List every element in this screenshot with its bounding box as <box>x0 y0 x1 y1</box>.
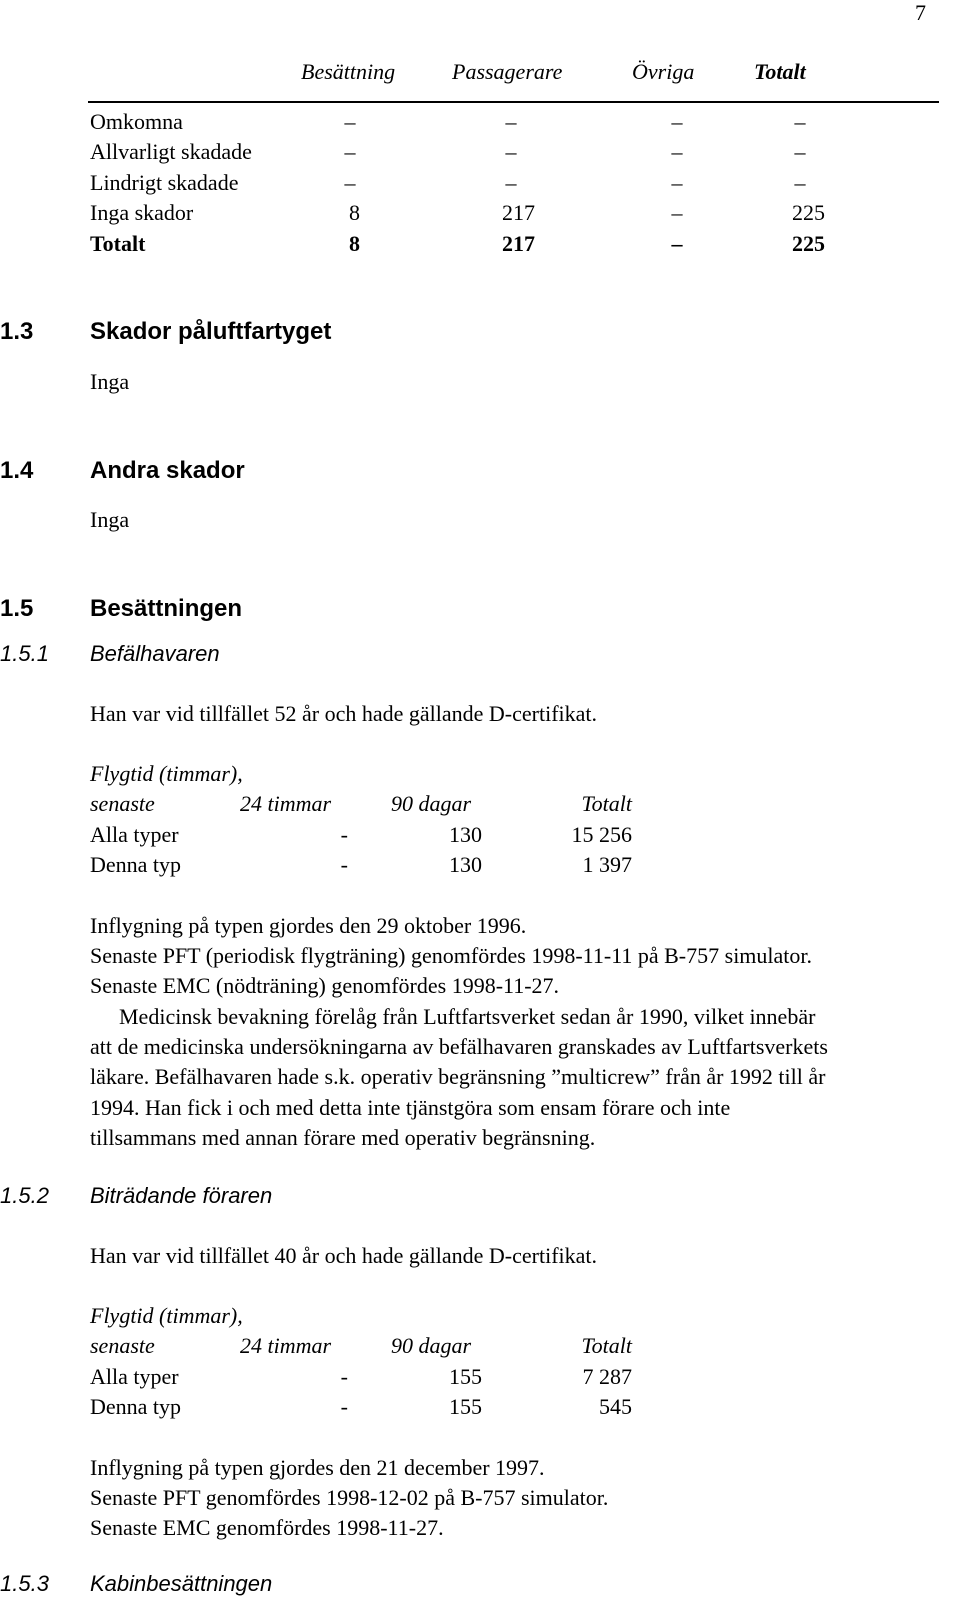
table-cell: – <box>344 109 356 134</box>
table-cell: 545 <box>599 1394 632 1419</box>
column-header: senaste <box>90 1333 155 1358</box>
row-label: Denna typ <box>90 1394 182 1419</box>
table-cell: - <box>340 822 348 847</box>
row-label: Totalt <box>90 231 146 256</box>
section-text: Inga <box>90 507 130 532</box>
paragraph-line: Medicinsk bevakning förelåg från Luftfartsverket sedan år 1990, vilket innebär <box>119 1004 816 1029</box>
section-number: 1.3 <box>0 318 34 345</box>
table-cell: 217 <box>502 231 535 256</box>
row-label: Alla typer <box>90 1364 179 1389</box>
intro-text: Han var vid tillfället 40 år och hade gällande D-certifikat. <box>90 1243 598 1268</box>
column-header: Övriga <box>632 59 695 84</box>
table-cell: – <box>344 170 356 195</box>
table-cell: 8 <box>349 231 360 256</box>
row-label: Lindrigt skadade <box>90 170 239 195</box>
table-cell: 8 <box>349 200 360 225</box>
table-cell: 130 <box>449 822 482 847</box>
row-label: Allvarligt skadade <box>90 139 252 164</box>
paragraph-line: att de medicinska undersökningarna av befälhavaren granskades av Luftfartsverkets <box>90 1034 828 1059</box>
subsection-number: 1.5.1 <box>0 641 49 666</box>
subsection-heading: Befälhavaren <box>90 641 220 666</box>
table-cell: 130 <box>449 852 482 877</box>
section-text: Inga <box>90 369 130 394</box>
row-label: Omkomna <box>90 109 183 134</box>
table-cell: - <box>340 1394 348 1419</box>
table-cell: – <box>505 139 517 164</box>
section-heading: Andra skador <box>90 457 245 484</box>
body-line: Senaste EMC genomfördes 1998-11-27. <box>90 1515 444 1540</box>
paragraph-line: 1994. Han fick i och med detta inte tjänstgöra som ensam förare och inte <box>90 1095 731 1120</box>
table-cell: – <box>794 109 806 134</box>
table-cell: – <box>794 139 806 164</box>
section-number: 1.4 <box>0 457 34 484</box>
table-cell: – <box>505 109 517 134</box>
table-cell: - <box>340 1364 348 1389</box>
subsection-heading: Biträdande föraren <box>90 1183 273 1208</box>
column-header: 90 dagar <box>391 791 472 816</box>
table-caption: Flygtid (timmar), <box>90 1303 243 1328</box>
table-cell: – <box>671 170 683 195</box>
page-number: 7 <box>915 0 926 25</box>
subsection-heading: Kabinbesättningen <box>90 1571 273 1596</box>
paragraph-line: läkare. Befälhavaren hade s.k. operativ begränsning ”multicrew” från år 1992 till år <box>90 1064 826 1089</box>
column-header: 24 timmar <box>240 791 332 816</box>
table-cell: - <box>340 852 348 877</box>
section-heading: Skador påluftfartyget <box>90 318 332 345</box>
intro-text: Han var vid tillfället 52 år och hade gällande D-certifikat. <box>90 701 598 726</box>
column-header: 90 dagar <box>391 1333 472 1358</box>
table-cell: 225 <box>792 200 825 225</box>
body-line: Inflygning på typen gjordes den 21 december 1997. <box>90 1455 545 1480</box>
table-cell: – <box>671 139 683 164</box>
column-header: Totalt <box>581 1333 632 1358</box>
table-cell: 155 <box>449 1364 482 1389</box>
row-label: Denna typ <box>90 852 182 877</box>
section-heading: Besättningen <box>90 595 243 622</box>
row-label: Inga skador <box>90 200 194 225</box>
body-line: Inflygning på typen gjordes den 29 oktober 1996. <box>90 913 527 938</box>
table-divider <box>88 101 939 103</box>
table-cell: – <box>505 170 517 195</box>
row-label: Alla typer <box>90 822 179 847</box>
table-cell: – <box>671 200 683 225</box>
column-header: Besättning <box>301 59 396 84</box>
column-header: senaste <box>90 791 155 816</box>
paragraph-line: tillsammans med annan förare med operativ begränsning. <box>90 1125 596 1150</box>
body-line: Senaste PFT genomfördes 1998-12-02 på B-757 simulator. <box>90 1485 609 1510</box>
table-cell: 217 <box>502 200 535 225</box>
column-header: Totalt <box>581 791 632 816</box>
table-cell: 225 <box>792 231 825 256</box>
table-cell: 155 <box>449 1394 482 1419</box>
table-cell: – <box>794 170 806 195</box>
body-line: Senaste PFT (periodisk flygträning) genomfördes 1998-11-11 på B-757 simulator. <box>90 943 813 968</box>
column-header: Passagerare <box>452 59 563 84</box>
table-cell: 15 256 <box>571 822 632 847</box>
table-cell: – <box>344 139 356 164</box>
table-cell: – <box>671 231 683 256</box>
body-line: Senaste EMC (nödträning) genomfördes 1998-11-27. <box>90 973 560 998</box>
subsection-number: 1.5.3 <box>0 1571 49 1596</box>
column-header: 24 timmar <box>240 1333 332 1358</box>
table-caption: Flygtid (timmar), <box>90 761 243 786</box>
section-number: 1.5 <box>0 595 34 622</box>
table-cell: 1 397 <box>582 852 632 877</box>
table-cell: – <box>671 109 683 134</box>
column-header: Totalt <box>754 59 806 84</box>
subsection-number: 1.5.2 <box>0 1183 49 1208</box>
table-cell: 7 287 <box>582 1364 632 1389</box>
